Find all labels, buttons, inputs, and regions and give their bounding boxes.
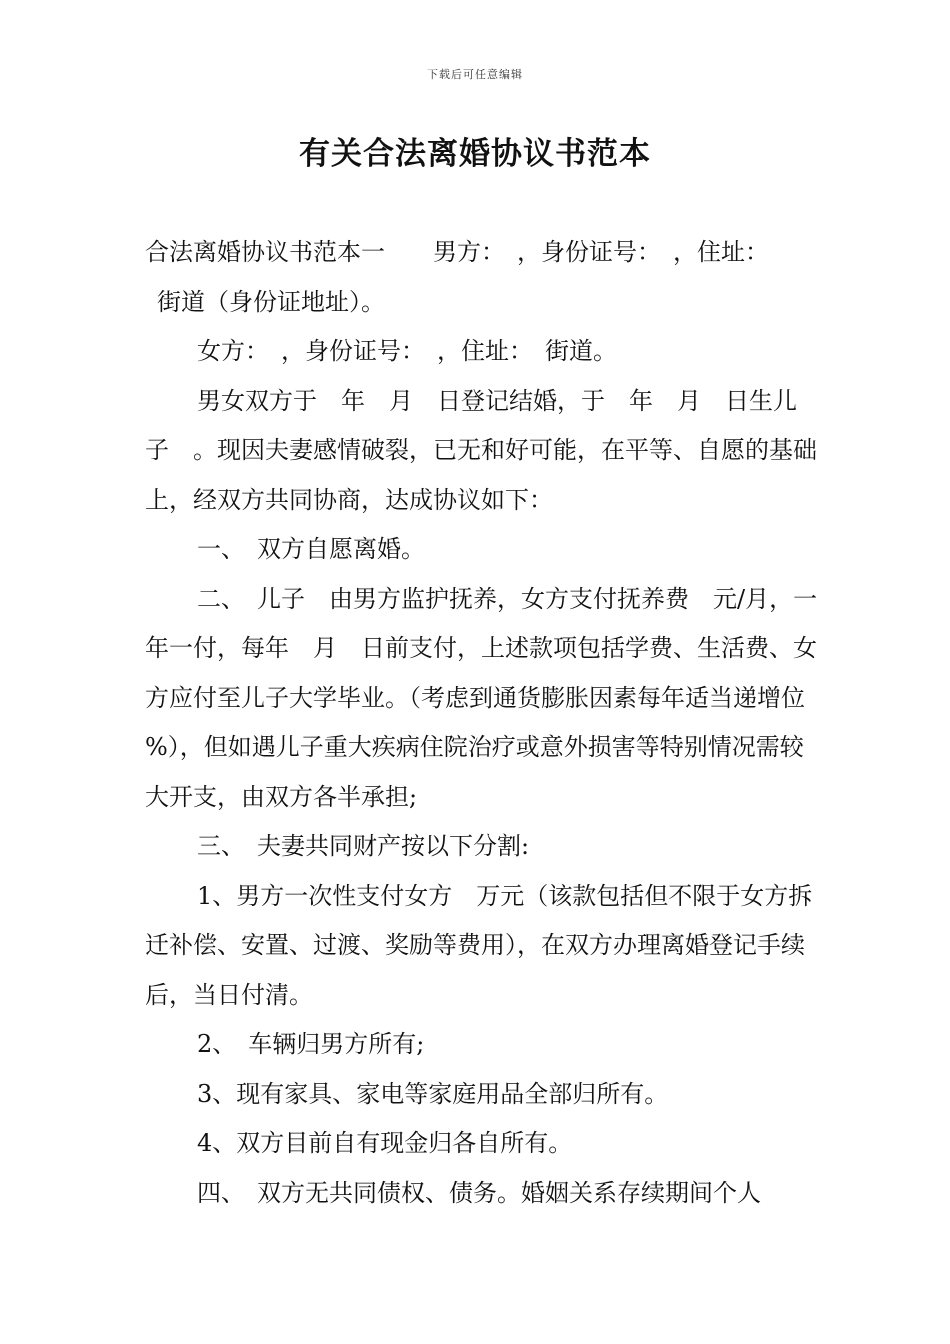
document-body (145, 228, 829, 1218)
paragraph-item-4: 4、双方目前自有现金归各自所有。 (197, 1129, 573, 1157)
paragraph-address: 街道（身份证地址）。 (157, 287, 385, 316)
header-note: 下载后可任意编辑 (427, 68, 523, 81)
paragraph-clause-2: 二、 儿子 由男方监护抚养，女方支付抚养费 元/月，一年一付，每年 月 日前支付，上述款项包括学费、生活费、女方应付至儿子大学毕业。（考虑到通货膨胀因素每年适当递增位 %），但如遇儿子重大疾病住院治疗或意外损害等特别情况需较大开支，由双方各半承担; (145, 584, 829, 811)
paragraph-item-2: 2、 车辆归男方所有; (197, 1030, 425, 1058)
paragraph-clause-4: 四、 双方无共同债权、债务。婚姻关系存续期间个人 (197, 1178, 761, 1207)
paragraph-item-3: 3、现有家具、家电等家庭用品全部归所有。 (197, 1079, 669, 1108)
paragraph-clause-3: 三、 夫妻共同财产按以下分割: (197, 832, 530, 860)
paragraph-intro: 合法离婚协议书范本一 男方： ，身份证号： ，住址： (145, 238, 769, 266)
paragraph-clause-1: 一、 双方自愿离婚。 (197, 535, 425, 563)
paragraph-female-party: 女方： ，身份证号： ，住址： 街道。 (197, 337, 617, 365)
document-title: 有关合法离婚协议书范本 (299, 136, 651, 172)
paragraph-item-1: 1、男方一次性支付女方 万元（该款包括但不限于女方拆迁补偿、安置、过渡、奖励等费用），在双方办理离婚登记手续后，当日付清。 (145, 881, 813, 1009)
paragraph-marriage-info: 男女双方于 年 月 日登记结婚，于 年 月 日生儿子 。现因夫妻感情破裂，已无和好可能，在平等、自愿的基础上，经双方共同协商，达成协议如下： (145, 386, 817, 514)
